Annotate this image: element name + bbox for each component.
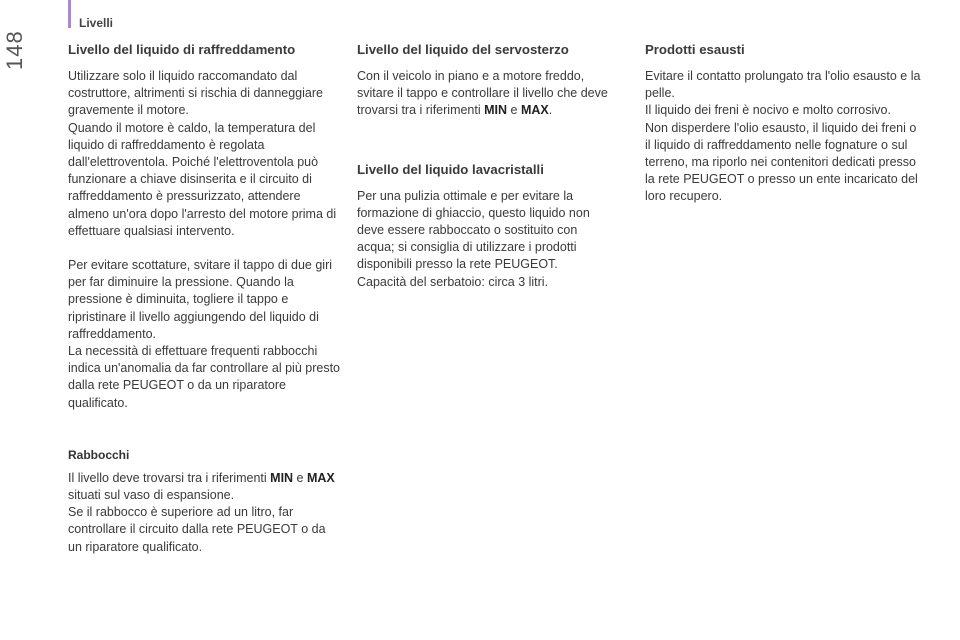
- coolant-para4: La necessità di effettuare frequenti rabbocchi indica un'anomalia da far controllare al più presto dalla rete PEUGEOT o da un riparatore qualificato.: [68, 344, 340, 410]
- coolant-para2: Quando il motore è caldo, la temperatura del liquido di raffreddamento è regolata dall'elettroventola. Poiché l'elettroventola può funzionare a chiave disinserita e il circuito di raffreddamento è pressurizzato, attendere almeno un'ora dopo l'arresto del motore prima di effettuare qualsiasi intervento.: [68, 120, 337, 238]
- page-number: 148: [2, 30, 27, 70]
- coolant-para3: Per evitare scottature, svitare il tappo di due giri per far diminuire la pressione. Quando la pressione è diminuita, togliere il tappo e ripristinare il livello aggiungendo del liquido di raffreddamento.: [68, 258, 333, 341]
- used-products-para3: Non disperdere l'olio esausto, il liquido dei freni o il liquido di raffreddamento nelle fognature o sul terreno, ma riporlo nei contenitori dedicati presso la rete PEUGEOT o presso un ente incaricato del loro recupero.: [645, 120, 918, 204]
- column-coolant: [68, 40, 340, 556]
- used-products-para2: Il liquido dei freni è nocivo e molto corrosivo.: [645, 103, 891, 118]
- refill-para2: Se il rabbocco è superiore ad un litro, far controllare il circuito dalla rete PEUGEOT o da un riparatore qualificato.: [68, 505, 326, 554]
- section-title: Livelli: [79, 16, 114, 30]
- coolant-heading: Livello del liquido di raffreddamento: [68, 42, 296, 57]
- header-accent-bar: [68, 0, 71, 28]
- washer-heading: Livello del liquido lavacristalli: [357, 161, 544, 177]
- used-products-heading: Prodotti esausti: [645, 42, 745, 57]
- refill-min-label: MIN: [270, 470, 294, 485]
- refill-max-label: MAX: [306, 470, 335, 485]
- power-steering-heading: Livello del liquido del servosterzo: [357, 42, 569, 57]
- power-steering-para: Con il veicolo in piano e a motore freddo, svitare il tappo e controllare il livello che deve trovarsi tra i riferimenti MIN e MAX.: [357, 69, 608, 118]
- power-steering-min-label: MIN: [484, 103, 508, 118]
- washer-para2: Capacità del serbatoio: circa 3 litri.: [357, 274, 549, 289]
- refill-heading: Rabbocchi: [68, 447, 130, 462]
- washer-para1: Per una pulizia ottimale e per evitare la formazione di ghiaccio, questo liquido non deve essere rabboccato o sostituito con acqua; si consiglia di utilizzare i prodotti disponibili presso la rete PEUGEOT.: [357, 188, 590, 272]
- column-used-products: [645, 40, 925, 206]
- column-fluids: [357, 40, 617, 291]
- power-steering-max-label: MAX: [520, 103, 549, 118]
- used-products-para1: Evitare il contatto prolungato tra l'olio esausto e la pelle.: [645, 69, 921, 101]
- coolant-para1: Utilizzare solo il liquido raccomandato dal costruttore, altrimenti si rischia di danneggiare gravemente il motore.: [68, 69, 323, 118]
- refill-para1: Il livello deve trovarsi tra i riferimenti MIN e MAX situati sul vaso di espansione.: [68, 470, 335, 503]
